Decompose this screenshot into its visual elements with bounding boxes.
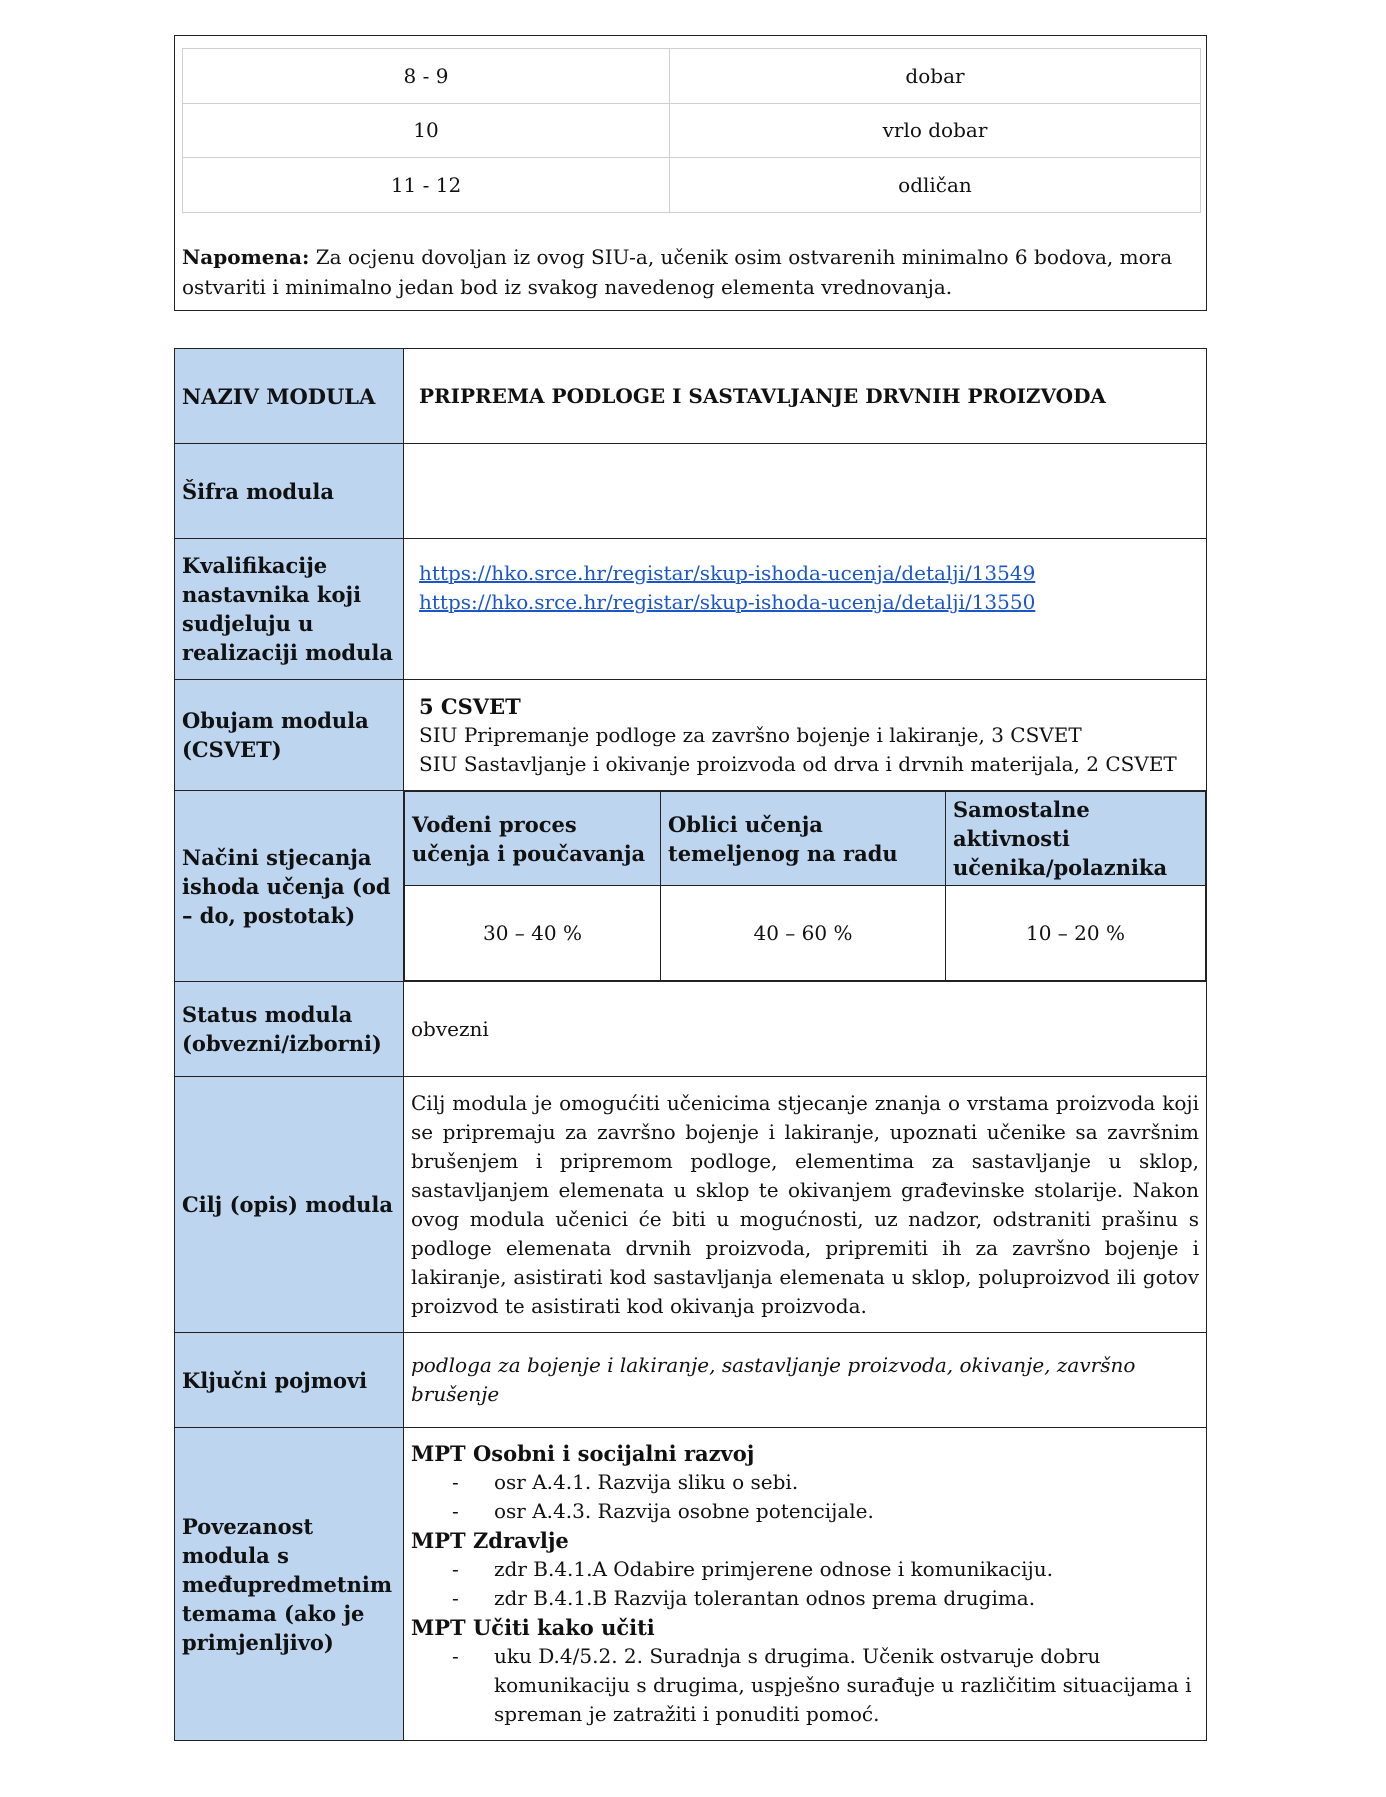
- nacini-table: [404, 791, 1206, 981]
- table-row: [175, 539, 1207, 680]
- list-item: - zdr B.4.1.A Odabire primjerene odnose i komunikaciju.: [411, 1555, 1199, 1584]
- list-item: - osr A.4.1. Razvija sliku o sebi.: [411, 1468, 1199, 1497]
- mpt-group-title: MPT Učiti kako učiti: [411, 1615, 655, 1640]
- grade-cell: vrlo dobar: [670, 103, 1201, 158]
- mpt-list: [411, 1642, 1199, 1729]
- kvalifikacije-link-1[interactable]: https://hko.srce.hr/registar/skup-ishoda-ucenja/detalji/13549: [419, 560, 1036, 585]
- mpt-label: Povezanost modula s međupredmetnim temama (ako je primjenljivo): [175, 1428, 404, 1741]
- obujam-label: Obujam modula (CSVET): [175, 680, 404, 791]
- mpt-value: [404, 1428, 1207, 1741]
- grading-note: [182, 242, 1192, 302]
- note-label: Napomena:: [182, 245, 310, 269]
- status-value: obvezni: [404, 982, 1207, 1077]
- pojmovi-value: podloga za bojenje i lakiranje, sastavljanje proizvoda, okivanje, završno brušenje: [404, 1333, 1207, 1428]
- mpt-group-title: MPT Osobni i socijalni razvoj: [411, 1441, 755, 1466]
- table-row: [175, 680, 1207, 791]
- cilj-value: Cilj modula je omogućiti učenicima stjecanje znanja o vrstama proizvoda koji se pripremaju za završno bojenje i lakiranje, upoznati učenike sa završnim brušenjem i pripremom podloge, elementima za sastavljanje u sklop, sastavljanjem elemenata u sklop te okivanjem građevinske stolarije. Nakon ovog modula učenici će biti u mogućnosti, uz nadzor, odstraniti prašinu s podloge elemenata drvnih proizvoda, pripremiti ih za završno bojenje i lakiranje, asistirati kod sastavljanja elemenata u sklop, poluproizvod ili gotov proizvod te asistirati kod okivanja proizvoda.: [404, 1077, 1207, 1333]
- cilj-label: Cilj (opis) modula: [175, 1077, 404, 1333]
- status-label: Status modula (obvezni/izborni): [175, 982, 404, 1077]
- mpt-list: [411, 1468, 1199, 1526]
- grade-cell: odličan: [670, 158, 1201, 213]
- points-cell: 10: [183, 103, 670, 158]
- table-row: [175, 791, 1207, 982]
- table-row: [175, 1428, 1207, 1741]
- obujam-line: SIU Sastavljanje i okivanje proizvoda od drva i drvnih materijala, 2 CSVET: [419, 751, 1177, 776]
- points-cell: 8 - 9: [183, 49, 670, 104]
- naziv-value: PRIPREMA PODLOGE I SASTAVLJANJE DRVNIH PROIZVODA: [404, 349, 1207, 444]
- table-row: [175, 982, 1207, 1077]
- mpt-list: [411, 1555, 1199, 1613]
- nacini-percent: 10 – 20 %: [946, 886, 1206, 981]
- nacini-header: Oblici učenja temeljenog na radu: [661, 792, 946, 886]
- sifra-value: [404, 444, 1207, 539]
- grade-cell: dobar: [670, 49, 1201, 104]
- table-row: [175, 349, 1207, 444]
- obujam-value: [404, 680, 1207, 791]
- table-row: [175, 1333, 1207, 1428]
- points-cell: 11 - 12: [183, 158, 670, 213]
- nacini-percent: 40 – 60 %: [661, 886, 946, 981]
- nacini-header: Vođeni proces učenja i poučavanja: [405, 792, 661, 886]
- nacini-header: Samostalne aktivnosti učenika/polaznika: [946, 792, 1206, 886]
- obujam-line: SIU Pripremanje podloge za završno bojenje i lakiranje, 3 CSVET: [419, 722, 1082, 747]
- table-row: [405, 886, 1206, 981]
- note-text: Za ocjenu dovoljan iz ovog SIU-a, učenik osim ostvarenih minimalno 6 bodova, mora ostvariti i minimalno jedan bod iz svakog navedenog elementa vrednovanja.: [182, 245, 1173, 299]
- kvalifikacije-link-2[interactable]: https://hko.srce.hr/registar/skup-ishoda-ucenja/detalji/13550: [419, 589, 1036, 614]
- nacini-percent: 30 – 40 %: [405, 886, 661, 981]
- kvalifikacije-label: Kvalifikacije nastavnika koji sudjeluju u realizaciji modula: [175, 539, 404, 680]
- mpt-group-title: MPT Zdravlje: [411, 1528, 569, 1553]
- nacini-label: Načini stjecanja ishoda učenja (od – do, postotak): [175, 791, 404, 982]
- obujam-total: 5 CSVET: [419, 693, 521, 719]
- list-item: - zdr B.4.1.B Razvija tolerantan odnos prema drugima.: [411, 1584, 1199, 1613]
- list-item: - uku D.4/5.2. 2. Suradnja s drugima. Učenik ostvaruje dobru komunikaciju s drugima, uspješno surađuje u različitim situacijama i spreman je zatražiti i ponuditi pomoć.: [411, 1642, 1199, 1729]
- table-row: [175, 1077, 1207, 1333]
- table-row: [405, 792, 1206, 886]
- table-row: [183, 158, 1201, 213]
- table-row: [183, 103, 1201, 158]
- pojmovi-label: Ključni pojmovi: [175, 1333, 404, 1428]
- table-row: [175, 444, 1207, 539]
- kvalifikacije-value: [404, 539, 1207, 680]
- nacini-value: [404, 791, 1207, 982]
- module-table: [174, 348, 1207, 1741]
- grading-box: [174, 35, 1207, 311]
- naziv-label: NAZIV MODULA: [175, 349, 404, 444]
- list-item: - osr A.4.3. Razvija osobne potencijale.: [411, 1497, 1199, 1526]
- grading-table: [182, 48, 1201, 213]
- sifra-label: Šifra modula: [175, 444, 404, 539]
- table-row: [183, 49, 1201, 104]
